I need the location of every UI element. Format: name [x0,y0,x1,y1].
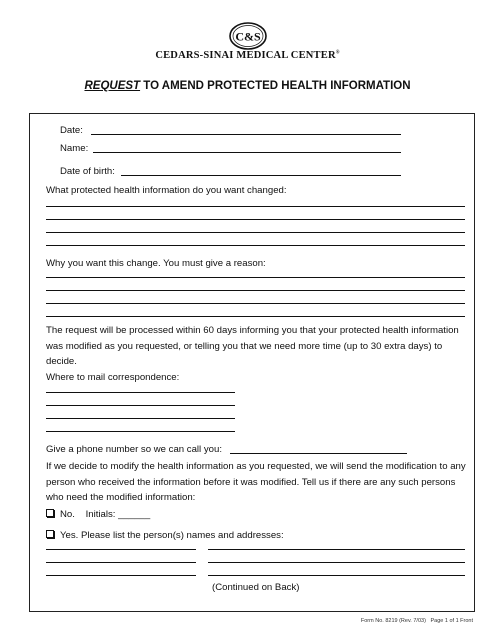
initials-label: Initials: [85,509,116,520]
answer-line[interactable] [46,219,465,220]
continued-on-back: (Continued on Back) [212,582,300,593]
reason-line[interactable] [46,277,465,278]
phone-label: Give a phone number so we can call you: [46,444,222,455]
page-title [0,80,495,92]
title-rest: TO AMEND PROTECTED HEALTH INFORMATION [140,80,411,92]
answer-line[interactable] [46,245,465,246]
no-label: No. [60,509,75,520]
person-name-line[interactable] [46,562,196,563]
title-emphasis: REQUEST [84,80,141,92]
option-no [46,509,150,521]
organization-name: CEDARS-SINAI MEDICAL CENTER® [155,50,340,61]
answer-line[interactable] [46,232,465,233]
option-yes [46,530,284,542]
date-field[interactable] [91,134,401,135]
answer-line[interactable] [46,206,465,207]
person-address-line[interactable] [208,549,465,550]
processing-notice: The request will be processed within 60 days informing you that your protected health information was modified as you requested, or telling you that we need more time (up to 30 extra days) to decide. [46,325,459,367]
yes-checkbox[interactable] [46,530,54,538]
name-label: Name: [60,143,89,154]
phone-field[interactable] [230,453,407,454]
mail-address-line[interactable] [46,431,235,432]
person-address-line[interactable] [208,575,465,576]
reason-line[interactable] [46,316,465,317]
yes-label: Yes. Please list the person(s) names and addresses: [60,530,284,541]
why-change-question: Why you want this change. You must give a reason: [46,258,266,269]
page-indicator: Page 1 of 1 Front [430,618,473,624]
initials-field[interactable]: ______ [118,509,151,520]
person-address-line[interactable] [208,562,465,563]
dob-label: Date of birth: [60,166,115,177]
modify-notice: If we decide to modify the health information as you requested, we will send the modification to any person who received the information before it was modified. Tell us if there are any such persons who need the modified information: [46,461,466,503]
form-footer [361,618,473,624]
mail-address-line[interactable] [46,405,235,406]
date-of-birth-field[interactable] [121,175,401,176]
form-number: Form No. 8219 (Rev. 7/03) [360,618,426,624]
person-name-line[interactable] [46,549,196,550]
person-name-line[interactable] [46,575,196,576]
mail-address-line[interactable] [46,392,235,393]
what-changed-question: What protected health information do you want changed: [46,185,287,196]
mail-to-label: Where to mail correspondence: [46,372,180,383]
reason-line[interactable] [46,290,465,291]
logo-monogram: C&S [235,29,261,44]
mail-address-line[interactable] [46,418,235,419]
reason-line[interactable] [46,303,465,304]
date-label: Date: [60,125,83,136]
name-field[interactable] [93,152,401,153]
no-checkbox[interactable] [46,509,54,517]
logo-emblem [229,22,267,50]
